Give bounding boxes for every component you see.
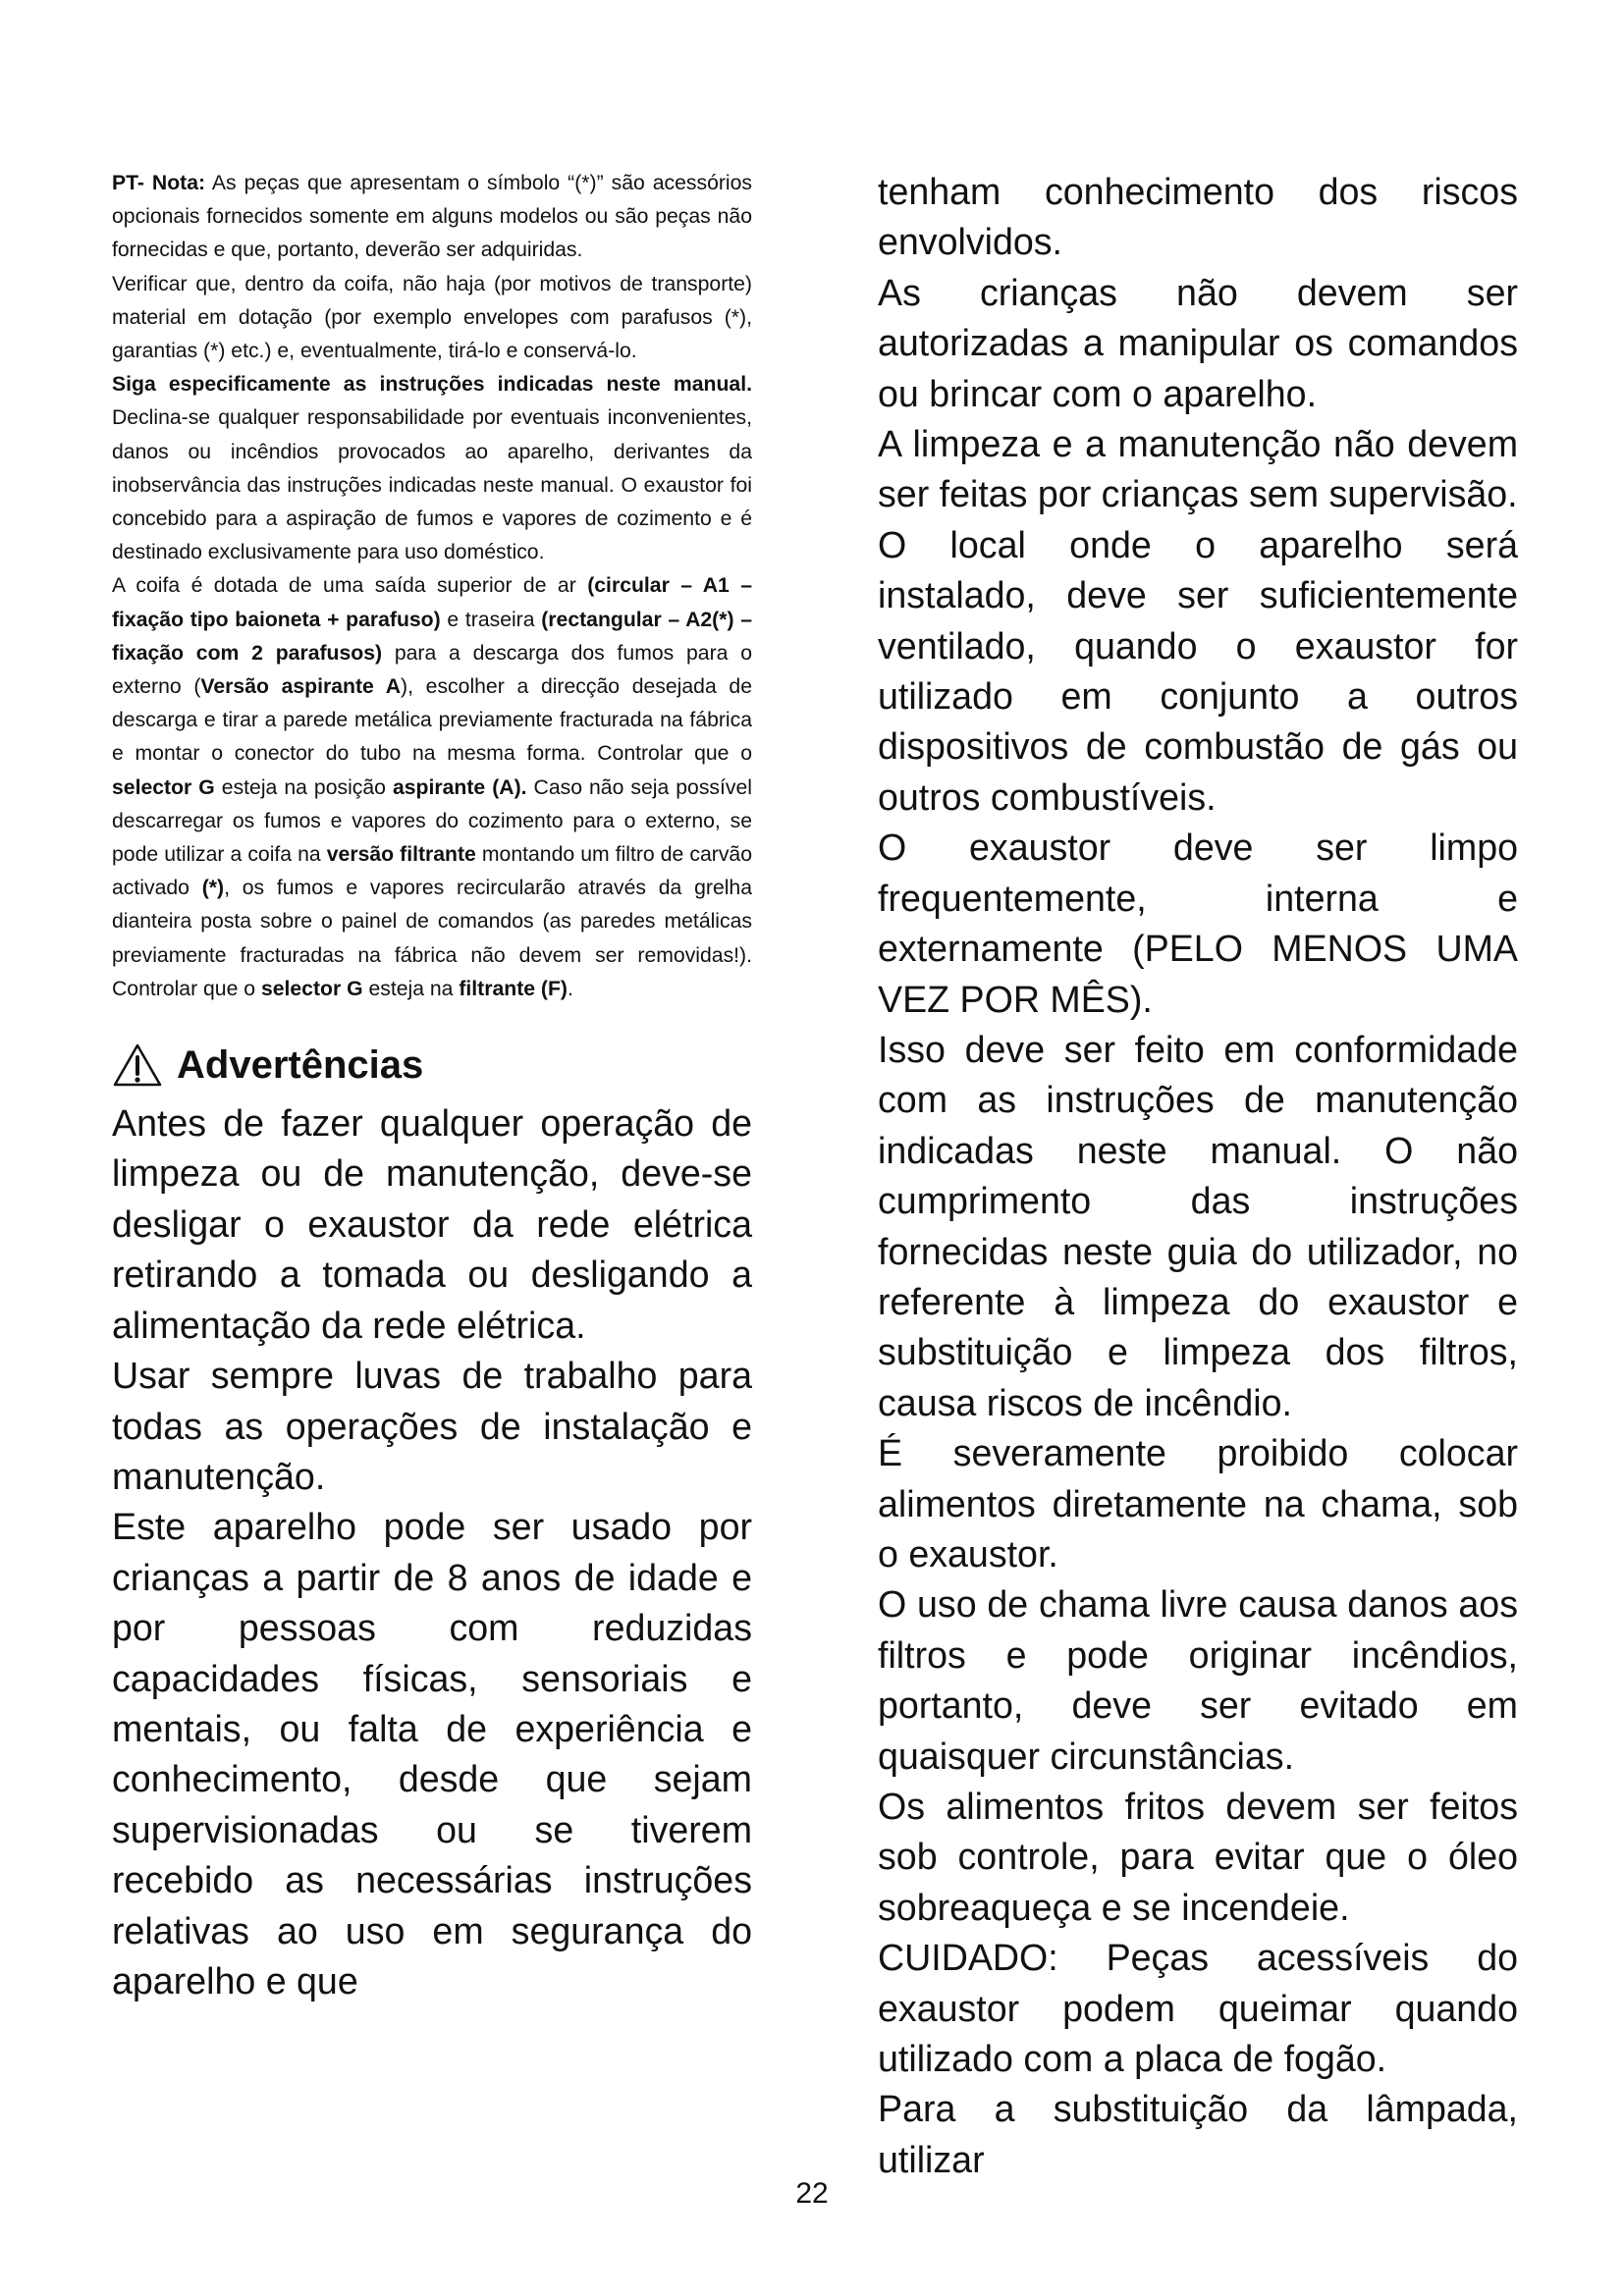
warning-paragraph: As crianças não devem ser autorizadas a manipular os comandos ou brincar com o aparelho. (878, 271, 1518, 414)
warning-paragraph: O uso de chama livre causa danos aos filtros e pode originar incêndios, portanto, deve ser evitado em quaisquer circunstâncias. (878, 1583, 1518, 1777)
page-number: 22 (795, 2177, 829, 2210)
left-column (112, 167, 752, 2006)
warnings-heading (112, 1034, 752, 1096)
outlet-bold-3: Versão aspirante A (200, 675, 402, 699)
warning-paragraph: Antes de fazer qualquer operação de limpeza ou de manutenção, deve-se desligar o exaustor da rede elétrica retirando a tomada ou desligando a alimentação da rede elétrica. (112, 1102, 752, 1346)
warning-paragraph: Este aparelho pode ser usado por crianças a partir de 8 anos de idade e por pessoas com reduzidas capacidades físicas, sensoriais e mentais, ou falta de experiência e conhecimento, desde que sejam supervisionadas ou se tiverem recebido as necessárias instruções relativas ao uso em segurança do aparelho e que (112, 1506, 752, 2002)
outlet-text-2: e traseira (440, 608, 542, 631)
outlet-text-6: Caso não seja possível descarregar os fumos e vapores do cozimento para o externo, se pode utilizar a coifa na (112, 775, 752, 867)
air-outlet-paragraph (112, 569, 752, 1006)
note-paragraph (112, 167, 752, 268)
warnings-title: Advertências (177, 1042, 424, 1087)
follow-instructions-bold: Siga especificamente as instruções indicadas neste manual. (112, 373, 752, 397)
warning-paragraph: tenham conhecimento dos riscos envolvidos. (878, 171, 1518, 263)
outlet-text-5: esteja na posição (214, 775, 393, 799)
outlet-bold-6: versão filtrante (326, 843, 476, 867)
outlet-bold-1: (circular – A1 – fixação tipo baioneta + parafuso) (112, 574, 752, 631)
follow-instructions-text: Declina-se qualquer responsabilidade por eventuais inconvenientes, danos ou incêndios provocados ao aparelho, derivantes da inobservância das instruções indicadas neste manual. O exaustor foi concebido para a aspiração de fumos e vapores de cozimento e é destinado exclusivamente para uso doméstico. (112, 406, 752, 564)
outlet-bold-2: (rectangular – A2(*) – fixação com 2 parafusos) (112, 608, 753, 665)
outlet-text-10: . (567, 977, 573, 1000)
warning-paragraph: O exaustor deve ser limpo frequentemente, interna e externamente (PELO MENOS UMA VEZ POR MÊS). (878, 827, 1518, 1020)
outlet-bold-8: selector G (260, 977, 363, 1000)
warning-paragraph: CUIDADO: Peças acessíveis do exaustor podem queimar quando utilizado com a placa de fogão. (878, 1937, 1518, 2080)
warning-paragraph: O local onde o aparelho será instalado, deve ser suficientemente ventilado, quando o exaustor for utilizado em conjunto a outros dispositivos de combustão de gás ou outros combustíveis. (878, 523, 1518, 818)
right-column (878, 167, 1518, 2185)
warning-paragraph: Para a substituição da lâmpada, utilizar (878, 2088, 1518, 2180)
note-text: As peças que apresentam o símbolo “(*)” são acessórios opcionais fornecidos somente em alguns modelos ou são peças não fornecidas e que, portanto, deverão ser adquiridas. (112, 172, 753, 262)
outlet-bold-5: aspirante (A). (392, 775, 527, 799)
warning-paragraph: É severamente proibido colocar alimentos diretamente na chama, sob o exaustor. (878, 1432, 1518, 1575)
follow-instructions-paragraph (112, 368, 752, 569)
outlet-text-9: esteja na (362, 977, 460, 1000)
intro-notes (112, 167, 752, 1006)
outlet-bold-9: filtrante (F) (459, 977, 568, 1000)
warning-paragraph: Os alimentos fritos devem ser feitos sob controle, para evitar que o óleo sobreaqueça e se incendeie. (878, 1786, 1518, 1928)
outlet-text-1: A coifa é dotada de uma saída superior de ar (112, 574, 588, 598)
warning-icon (112, 1042, 163, 1088)
outlet-bold-4: selector G (112, 775, 215, 799)
warning-paragraph: Usar sempre luvas de trabalho para todas as operações de instalação e manutenção. (112, 1355, 752, 1497)
warnings-body-left (112, 1098, 752, 2006)
outlet-bold-7: (*) (201, 877, 225, 900)
outlet-text-7: montando um filtro de carvão activado (112, 843, 752, 900)
outlet-text-8: , os fumos e vapores recircularão através da grelha dianteira posta sobre o painel de comandos (as paredes metálicas previamente fracturadas na fábrica não devem ser removidas!). Controlar que o (112, 877, 753, 1000)
outlet-text-3: para a descarga dos fumos para o externo ( (112, 641, 752, 699)
note-label: PT- Nota: (112, 172, 206, 194)
warning-paragraph: A limpeza e a manutenção não devem ser feitas por crianças sem supervisão. (878, 423, 1518, 515)
outlet-text-4: ), escolher a direcção desejada de descarga e tirar a parede metálica previamente fracturada na fábrica e montar o conector do tubo na mesma forma. Controlar que o (112, 675, 752, 766)
warning-paragraph: Isso deve ser feito em conformidade com as instruções de manutenção indicadas neste manual. O não cumprimento das instruções fornecidas neste guia do utilizador, no referente à limpeza do exaustor e substituição e limpeza dos filtros, causa riscos de incêndio. (878, 1028, 1518, 1423)
verify-paragraph: Verificar que, dentro da coifa, não haja (por motivos de transporte) material em dotação (por exemplo envelopes com parafusos (*), garantias (*) etc.) e, eventualmente, tirá-lo e conservá-lo. (112, 272, 752, 363)
